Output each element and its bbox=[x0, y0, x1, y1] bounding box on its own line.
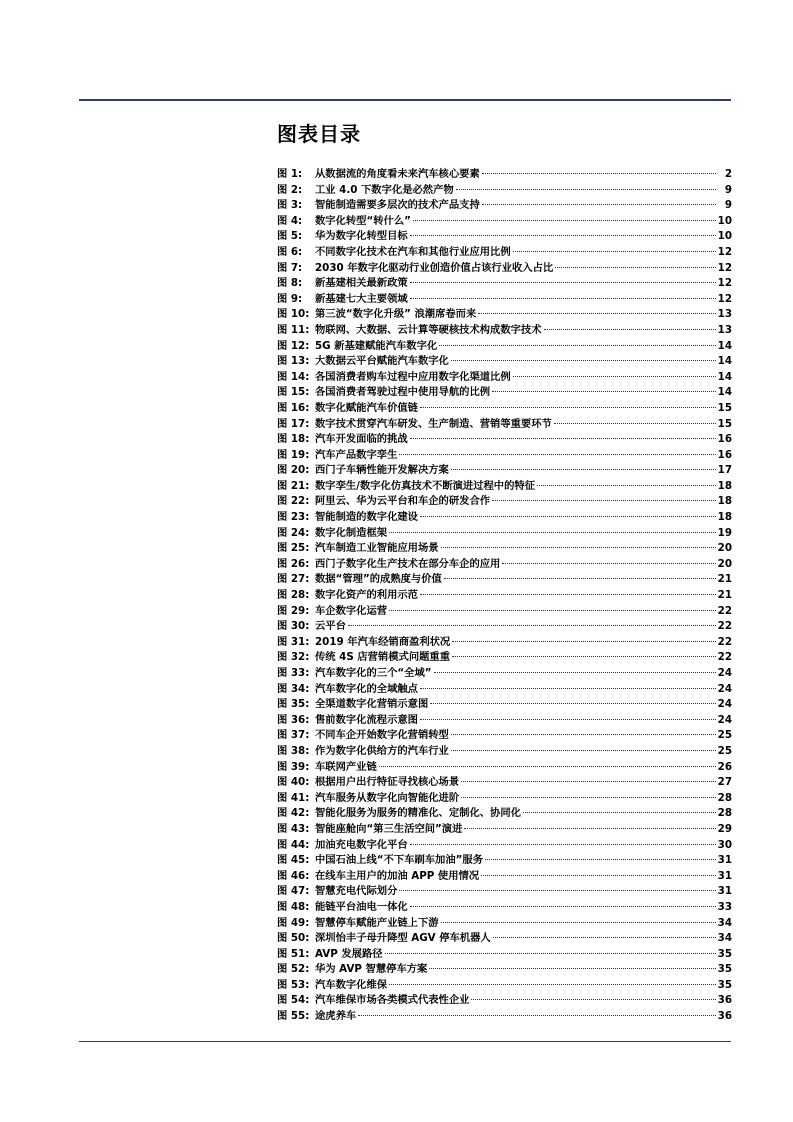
entry-page: 10 bbox=[717, 230, 732, 243]
entry-leader bbox=[452, 656, 716, 657]
entry-page: 34 bbox=[717, 916, 732, 929]
entry-caption: AVP 发展路径 bbox=[315, 947, 383, 960]
entry-page: 15 bbox=[717, 401, 732, 414]
entry-label: 图 55: bbox=[277, 1010, 310, 1023]
entry-label: 图 31: bbox=[277, 635, 310, 648]
entry-page: 12 bbox=[717, 292, 732, 305]
entry-caption: 5G 新基建赋能汽车数字化 bbox=[315, 339, 438, 352]
entry-caption: 不同车企开始数字化营销转型 bbox=[315, 729, 449, 742]
entry-caption: 华为数字化转型目标 bbox=[315, 230, 408, 243]
entry-leader bbox=[444, 578, 716, 579]
entry-page: 21 bbox=[717, 573, 732, 586]
entry-label: 图 15: bbox=[277, 386, 310, 399]
toc-entry[interactable] bbox=[277, 884, 732, 900]
entry-label: 图 48: bbox=[277, 900, 310, 913]
entry-caption: 第三波“数字化升级” 浪潮席卷而来 bbox=[315, 308, 477, 321]
toc-entry[interactable] bbox=[277, 838, 732, 854]
entry-leader bbox=[410, 438, 716, 439]
toc-entry[interactable] bbox=[277, 370, 732, 386]
entry-page: 14 bbox=[717, 386, 732, 399]
toc-entry[interactable] bbox=[277, 775, 732, 791]
entry-page: 25 bbox=[717, 729, 732, 742]
entry-caption: 汽车服务从数字化向智能化进阶 bbox=[315, 791, 460, 804]
toc-entry[interactable] bbox=[277, 323, 732, 339]
entry-page: 34 bbox=[717, 932, 732, 945]
entry-caption: 汽车维保市场各类模式代表性企业 bbox=[315, 994, 470, 1007]
entry-caption: 各国消费者购车过程中应用数字化渠道比例 bbox=[315, 370, 511, 383]
entry-caption: 在线车主用户的加油 APP 使用情况 bbox=[315, 869, 480, 882]
entry-label: 图 9: bbox=[277, 292, 303, 305]
entry-leader bbox=[430, 703, 715, 704]
entry-label: 图 26: bbox=[277, 557, 310, 570]
entry-caption: 全渠道数字化营销示意图 bbox=[315, 698, 429, 711]
entry-leader bbox=[399, 454, 715, 455]
entry-page: 31 bbox=[717, 885, 732, 898]
entry-label: 图 42: bbox=[277, 807, 310, 820]
toc-entry[interactable] bbox=[277, 479, 732, 495]
entry-leader bbox=[389, 532, 716, 533]
entry-caption: 数据“管理”的成熟度与价值 bbox=[315, 573, 442, 586]
entry-leader bbox=[461, 797, 716, 798]
entry-caption: 汽车产品数字孪生 bbox=[315, 448, 398, 461]
entry-caption: 智能制造需要多层次的技术产品支持 bbox=[315, 199, 480, 212]
entry-leader bbox=[410, 298, 716, 299]
entry-leader bbox=[420, 516, 716, 517]
entry-caption: 新基建相关最新政策 bbox=[315, 277, 408, 290]
entry-label: 图 34: bbox=[277, 682, 310, 695]
entry-leader bbox=[492, 391, 716, 392]
entry-page: 25 bbox=[717, 744, 732, 757]
entry-caption: 售前数字化流程示意图 bbox=[315, 713, 418, 726]
entry-page: 24 bbox=[717, 713, 732, 726]
entry-page: 28 bbox=[717, 807, 732, 820]
entry-label: 图 32: bbox=[277, 651, 310, 664]
entry-caption: 汽车开发面临的挑战 bbox=[315, 433, 408, 446]
entry-page: 35 bbox=[717, 963, 732, 976]
entry-label: 图 41: bbox=[277, 791, 310, 804]
entry-label: 图 29: bbox=[277, 604, 310, 617]
entry-label: 图 17: bbox=[277, 417, 310, 430]
entry-caption: 智能化服务为服务的精准化、定制化、协同化 bbox=[315, 807, 521, 820]
toc-entry[interactable] bbox=[277, 635, 732, 651]
entry-leader bbox=[513, 376, 716, 377]
entry-leader bbox=[537, 485, 716, 486]
entry-label: 图 49: bbox=[277, 916, 310, 929]
entry-caption: 深圳怡丰子母升降型 AGV 停车机器人 bbox=[315, 932, 491, 945]
entry-page: 16 bbox=[717, 433, 732, 446]
entry-leader bbox=[461, 781, 716, 782]
entry-label: 图 20: bbox=[277, 464, 310, 477]
toc-entry[interactable] bbox=[277, 947, 732, 963]
toc-entry[interactable] bbox=[277, 541, 732, 557]
entry-caption: 智慧停车赋能产业链上下游 bbox=[315, 916, 439, 929]
entry-caption: 数字化制造框架 bbox=[315, 526, 388, 539]
entry-caption: 能链平台油电一体化 bbox=[315, 900, 408, 913]
entry-page: 19 bbox=[717, 526, 732, 539]
toc-entry[interactable] bbox=[277, 183, 732, 199]
toc-entry[interactable] bbox=[277, 588, 732, 604]
entry-caption: 大数据云平台赋能汽车数字化 bbox=[315, 355, 449, 368]
entry-leader bbox=[502, 563, 715, 564]
entry-caption: 汽车数字化维保 bbox=[315, 978, 388, 991]
entry-label: 图 10: bbox=[277, 308, 310, 321]
entry-page: 26 bbox=[717, 760, 732, 773]
entry-leader bbox=[523, 812, 716, 813]
toc-entry[interactable] bbox=[277, 1009, 732, 1025]
entry-leader bbox=[410, 906, 716, 907]
entry-leader bbox=[451, 360, 716, 361]
toc-entry[interactable] bbox=[277, 463, 732, 479]
toc-entry[interactable] bbox=[277, 666, 732, 682]
toc-entry[interactable] bbox=[277, 853, 732, 869]
entry-label: 图 23: bbox=[277, 511, 310, 524]
entry-page: 22 bbox=[717, 604, 732, 617]
entry-page: 16 bbox=[717, 448, 732, 461]
entry-label: 图 11: bbox=[277, 323, 310, 336]
toc-entry[interactable] bbox=[277, 198, 732, 214]
entry-page: 18 bbox=[717, 479, 732, 492]
entry-page: 20 bbox=[717, 557, 732, 570]
entry-page: 27 bbox=[717, 776, 732, 789]
entry-caption: 云平台 bbox=[315, 620, 346, 633]
entry-caption: 各国消费者驾驶过程中使用导航的比例 bbox=[315, 386, 491, 399]
toc-entry[interactable] bbox=[277, 713, 732, 729]
entry-leader bbox=[420, 688, 716, 689]
entry-caption: 智能座舱向“第三生活空间”演进 bbox=[315, 822, 463, 835]
entry-caption: 车企数字化运营 bbox=[315, 604, 388, 617]
entry-label: 图 54: bbox=[277, 994, 310, 1007]
toc-entry[interactable] bbox=[277, 760, 732, 776]
entry-page: 2 bbox=[724, 168, 732, 180]
entry-leader bbox=[410, 844, 716, 845]
entry-label: 图 33: bbox=[277, 667, 310, 679]
toc-entry[interactable] bbox=[277, 916, 732, 932]
entry-label: 图 19: bbox=[277, 448, 310, 461]
entry-page: 36 bbox=[717, 994, 732, 1007]
entry-page: 35 bbox=[717, 978, 732, 991]
entry-caption: 汽车数字化的全域触点 bbox=[315, 682, 418, 695]
entry-leader bbox=[434, 672, 716, 673]
entry-label: 图 39: bbox=[277, 760, 310, 773]
entry-caption: 车联网产业链 bbox=[315, 760, 377, 773]
entry-label: 图 30: bbox=[277, 620, 310, 633]
entry-label: 图 35: bbox=[277, 698, 310, 711]
toc-entry[interactable] bbox=[277, 744, 732, 760]
entry-page: 20 bbox=[717, 542, 732, 555]
entry-label: 图 7: bbox=[277, 261, 303, 274]
entry-caption: 作为数字化供给方的汽车行业 bbox=[315, 744, 449, 757]
entry-page: 22 bbox=[717, 651, 732, 664]
entry-leader bbox=[420, 719, 716, 720]
entry-caption: 智能制造的数字化建设 bbox=[315, 511, 418, 524]
entry-leader bbox=[451, 734, 716, 735]
toc-entry[interactable] bbox=[277, 791, 732, 807]
entry-page: 28 bbox=[717, 791, 732, 804]
entry-label: 图 13: bbox=[277, 355, 310, 368]
toc-entry[interactable] bbox=[277, 432, 732, 448]
entry-label: 图 12: bbox=[277, 339, 310, 352]
entry-label: 图 21: bbox=[277, 479, 310, 492]
toc-entry[interactable] bbox=[277, 697, 732, 713]
entry-leader bbox=[385, 953, 716, 954]
entry-page: 14 bbox=[717, 355, 732, 368]
entry-label: 图 51: bbox=[277, 947, 310, 960]
entry-label: 图 52: bbox=[277, 963, 310, 976]
entry-page: 12 bbox=[717, 261, 732, 274]
entry-label: 图 4: bbox=[277, 214, 303, 227]
entry-leader bbox=[420, 594, 716, 595]
entry-caption: 从数据流的角度看未来汽车核心要素 bbox=[315, 168, 480, 180]
entry-page: 24 bbox=[717, 698, 732, 711]
entry-caption: 工业 4.0 下数字化是必然产物 bbox=[315, 183, 454, 196]
entry-page: 29 bbox=[717, 822, 732, 835]
entry-page: 13 bbox=[717, 308, 732, 321]
toc-entry[interactable] bbox=[277, 339, 732, 355]
entry-label: 图 45: bbox=[277, 854, 310, 867]
entry-page: 22 bbox=[717, 620, 732, 633]
toc-entry[interactable] bbox=[277, 604, 732, 620]
toc-entry[interactable] bbox=[277, 619, 732, 635]
entry-leader bbox=[478, 313, 715, 314]
entry-caption: 西门子数字化生产技术在部分车企的应用 bbox=[315, 557, 501, 570]
toc-entry[interactable] bbox=[277, 448, 732, 464]
toc-entry[interactable] bbox=[277, 931, 732, 947]
entry-label: 图 37: bbox=[277, 729, 310, 742]
entry-caption: 物联网、大数据、云计算等硬核技术构成数字技术 bbox=[315, 323, 542, 336]
toc-entry[interactable] bbox=[277, 869, 732, 885]
entry-leader bbox=[451, 469, 716, 470]
entry-label: 图 27: bbox=[277, 573, 310, 586]
entry-page: 30 bbox=[717, 838, 732, 851]
entry-leader bbox=[441, 547, 716, 548]
entry-leader bbox=[413, 220, 716, 221]
entry-page: 17 bbox=[717, 464, 732, 477]
entry-page: 12 bbox=[717, 245, 732, 258]
toc-entry[interactable] bbox=[277, 557, 732, 573]
entry-label: 图 5: bbox=[277, 230, 303, 243]
toc-entry[interactable] bbox=[277, 962, 732, 978]
entry-leader bbox=[513, 251, 716, 252]
entry-label: 图 6: bbox=[277, 245, 303, 258]
entry-page: 24 bbox=[717, 682, 732, 695]
entry-label: 图 22: bbox=[277, 495, 310, 508]
entry-page: 9 bbox=[724, 199, 732, 212]
entry-caption: 加油充电数字化平台 bbox=[315, 838, 408, 851]
page-title: 图表目录 bbox=[277, 122, 361, 146]
entry-label: 图 43: bbox=[277, 822, 310, 835]
entry-caption: 根据用户出行特征寻找核心场景 bbox=[315, 776, 460, 789]
entry-caption: 新基建七大主要领域 bbox=[315, 292, 408, 305]
entry-page: 13 bbox=[717, 323, 732, 336]
entry-leader bbox=[456, 189, 716, 190]
entry-label: 图 38: bbox=[277, 744, 310, 757]
entry-caption: 汽车数字化的三个“全域” bbox=[315, 667, 432, 679]
entry-leader bbox=[399, 890, 715, 891]
toc-entry[interactable] bbox=[277, 307, 732, 323]
entry-page: 35 bbox=[717, 947, 732, 960]
entry-caption: 2019 年汽车经销商盈利状况 bbox=[315, 635, 451, 648]
entry-leader bbox=[464, 828, 715, 829]
entry-caption: 华为 AVP 智慧停车方案 bbox=[315, 963, 428, 976]
entry-page: 12 bbox=[717, 277, 732, 290]
entry-page: 14 bbox=[717, 370, 732, 383]
entry-label: 图 14: bbox=[277, 370, 310, 383]
entry-page: 9 bbox=[724, 183, 732, 196]
entry-label: 图 40: bbox=[277, 776, 310, 789]
entry-leader bbox=[493, 937, 716, 938]
toc-entry[interactable] bbox=[277, 494, 732, 510]
toc-entry[interactable] bbox=[277, 292, 732, 308]
entry-leader bbox=[485, 859, 716, 860]
entry-label: 图 28: bbox=[277, 589, 310, 602]
entry-caption: 数字化赋能汽车价值链 bbox=[315, 401, 418, 414]
toc-entry[interactable] bbox=[277, 417, 732, 433]
entry-label: 图 50: bbox=[277, 932, 310, 945]
footer-rule bbox=[79, 1041, 731, 1042]
entry-page: 18 bbox=[717, 495, 732, 508]
toc-entry[interactable] bbox=[277, 978, 732, 994]
header-rule bbox=[79, 99, 731, 101]
entry-caption: 2030 年数字化驱动行业创造价值占该行业收入占比 bbox=[315, 261, 554, 274]
entry-label: 图 36: bbox=[277, 713, 310, 726]
entry-page: 33 bbox=[717, 900, 732, 913]
entry-page: 31 bbox=[717, 854, 732, 867]
entry-leader bbox=[482, 204, 716, 205]
entry-leader bbox=[348, 625, 716, 626]
entry-caption: 中国石油上线“不下车刷车加油”服务 bbox=[315, 854, 483, 867]
entry-caption: 数字化资产的利用示范 bbox=[315, 589, 418, 602]
entry-leader bbox=[429, 968, 715, 969]
toc-entry[interactable] bbox=[277, 261, 732, 277]
entry-page: 24 bbox=[717, 667, 732, 679]
entry-leader bbox=[389, 984, 716, 985]
entry-label: 图 25: bbox=[277, 542, 310, 555]
entry-label: 图 16: bbox=[277, 401, 310, 414]
entry-caption: 智慧充电代际划分 bbox=[315, 885, 398, 898]
entry-label: 图 53: bbox=[277, 978, 310, 991]
entry-caption: 途虎养车 bbox=[315, 1010, 357, 1023]
entry-leader bbox=[482, 173, 716, 174]
entry-label: 图 18: bbox=[277, 433, 310, 446]
toc-entry[interactable] bbox=[277, 167, 732, 183]
toc-entry[interactable] bbox=[277, 245, 732, 261]
entry-caption: 西门子车辆性能开发解决方案 bbox=[315, 464, 449, 477]
toc-entry[interactable] bbox=[277, 510, 732, 526]
entry-leader bbox=[439, 345, 715, 346]
toc-entry[interactable] bbox=[277, 806, 732, 822]
entry-page: 15 bbox=[717, 417, 732, 430]
entry-page: 14 bbox=[717, 339, 732, 352]
toc-entry[interactable] bbox=[277, 526, 732, 542]
entry-leader bbox=[554, 423, 716, 424]
entry-caption: 不同数字化技术在汽车和其他行业应用比例 bbox=[315, 245, 511, 258]
toc-entry[interactable] bbox=[277, 728, 732, 744]
entry-caption: 数字技术贯穿汽车研发、生产制造、营销等重要环节 bbox=[315, 417, 552, 430]
entry-caption: 数字孪生/数字化仿真技术不断演进过程中的特征 bbox=[315, 479, 535, 492]
entry-page: 18 bbox=[717, 511, 732, 524]
entry-caption: 数字化转型“转什么” bbox=[315, 214, 411, 227]
toc-entry[interactable] bbox=[277, 229, 732, 245]
entry-page: 10 bbox=[717, 214, 732, 227]
toc-entry[interactable] bbox=[277, 993, 732, 1009]
entry-leader bbox=[410, 235, 716, 236]
figure-list bbox=[277, 167, 732, 1025]
entry-leader bbox=[451, 750, 716, 751]
entry-page: 36 bbox=[717, 1010, 732, 1023]
toc-entry[interactable] bbox=[277, 900, 732, 916]
entry-page: 31 bbox=[717, 869, 732, 882]
toc-entry[interactable] bbox=[277, 214, 732, 230]
entry-leader bbox=[452, 641, 715, 642]
entry-label: 图 24: bbox=[277, 526, 310, 539]
entry-label: 图 46: bbox=[277, 869, 310, 882]
toc-entry[interactable] bbox=[277, 572, 732, 588]
entry-label: 图 1: bbox=[277, 168, 303, 180]
toc-entry[interactable] bbox=[277, 385, 732, 401]
entry-label: 图 47: bbox=[277, 885, 310, 898]
entry-leader bbox=[441, 922, 716, 923]
entry-leader bbox=[410, 282, 716, 283]
toc-entry[interactable] bbox=[277, 682, 732, 698]
entry-label: 图 2: bbox=[277, 183, 303, 196]
entry-page: 22 bbox=[717, 635, 732, 648]
entry-page: 21 bbox=[717, 589, 732, 602]
entry-leader bbox=[544, 329, 716, 330]
entry-caption: 汽车制造工业智能应用场景 bbox=[315, 542, 439, 555]
entry-label: 图 8: bbox=[277, 277, 303, 290]
entry-leader bbox=[420, 407, 716, 408]
entry-label: 图 3: bbox=[277, 199, 303, 212]
entry-leader bbox=[389, 610, 716, 611]
entry-leader bbox=[481, 875, 716, 876]
entry-caption: 阿里云、华为云平台和车企的研发合作 bbox=[315, 495, 491, 508]
entry-leader bbox=[358, 1015, 715, 1016]
entry-leader bbox=[555, 267, 715, 268]
toc-entry[interactable] bbox=[277, 822, 732, 838]
entry-leader bbox=[492, 500, 716, 501]
entry-leader bbox=[471, 999, 715, 1000]
entry-label: 图 44: bbox=[277, 838, 310, 851]
toc-entry[interactable] bbox=[277, 401, 732, 417]
toc-entry[interactable] bbox=[277, 650, 732, 666]
toc-entry[interactable] bbox=[277, 276, 732, 292]
entry-leader bbox=[379, 766, 716, 767]
toc-entry[interactable] bbox=[277, 354, 732, 370]
entry-caption: 传统 4S 店营销模式问题重重 bbox=[315, 651, 451, 664]
